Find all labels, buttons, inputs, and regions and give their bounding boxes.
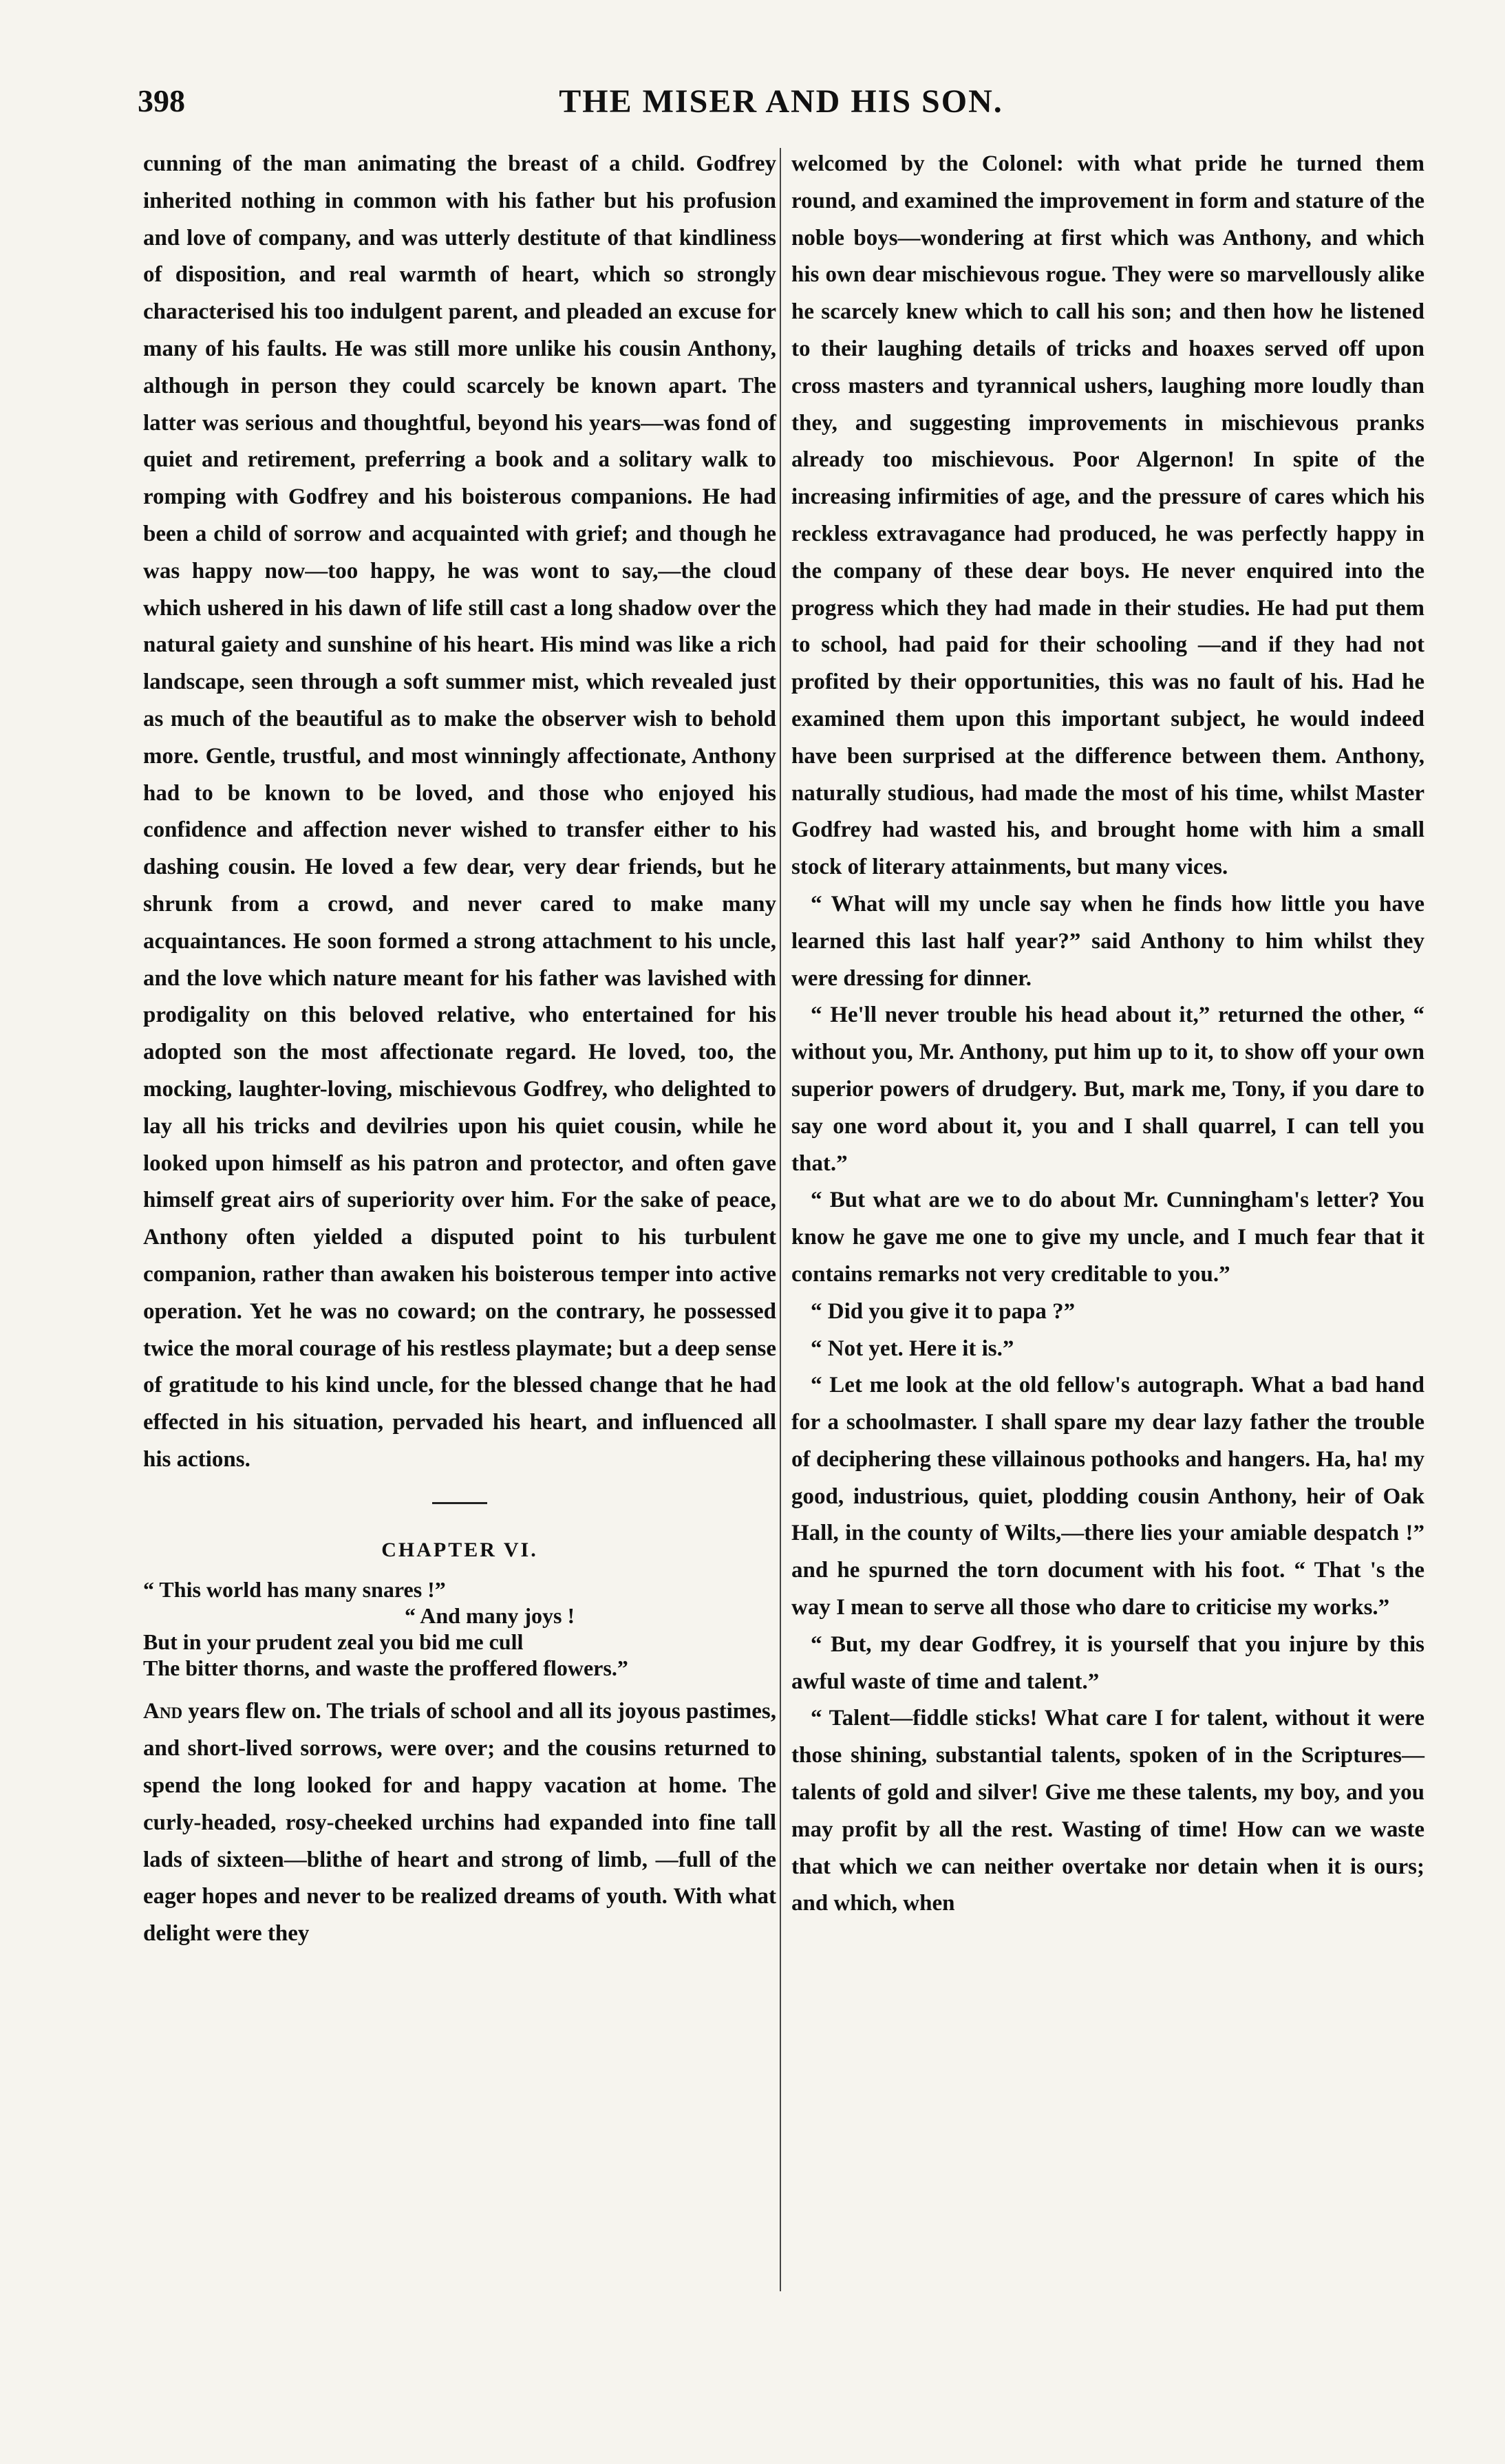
left-paragraph-2 xyxy=(143,1693,776,1953)
epigraph-line-3: But in your prudent zeal you bid me cull xyxy=(143,1629,524,1655)
column-divider xyxy=(780,148,781,2291)
left-column xyxy=(143,146,776,1953)
page-header xyxy=(138,83,1424,124)
right-paragraph-6: “ Not yet. Here it is.” xyxy=(811,1336,1014,1361)
right-paragraph-8: “ But, my dear Godfrey, it is yourself that you injure by this awful waste of time and talent.” xyxy=(791,1631,1424,1694)
page-number: 398 xyxy=(138,83,185,118)
right-paragraph-2: “ What will my uncle say when he finds how little you have learned this last half year?” said Anthony to him whilst they were dressing for dinner. xyxy=(791,891,1424,991)
epigraph-line-4: The bitter thorns, and waste the proffered flowers.” xyxy=(143,1656,628,1681)
section-separator xyxy=(432,1502,487,1504)
right-paragraph-4: “ But what are we to do about Mr. Cunningham's letter? You know he gave me one to give my uncle, and I much fear that it contains remarks not very creditable to you.” xyxy=(791,1188,1424,1287)
chapter-heading: CHAPTER VI. xyxy=(381,1538,538,1561)
right-paragraph-5: “ Did you give it to papa ?” xyxy=(811,1298,1076,1324)
left-paragraph-1: cunning of the man animating the breast of a child. Godfrey inherited nothing in common with his father but his profusion and love of company, and was utterly destitute of that kindliness of disposition, and real warmth of heart, which so strongly characterised his too indulgent parent, and pleaded an excuse for many of his faults. He was still more unlike his cousin Anthony, although in person they could scarcely be known apart. The latter was serious and thoughtful, beyond his years—was fond of quiet and retirement, preferring a book and a solitary walk to romping with Godfrey and his boisterous companions. He had been a child of sorrow and acquainted with grief; and though he was happy now—too happy, he was wont to say,—the cloud which ushered in his dawn of life still cast a long shadow over the natural gaiety and sunshine of his heart. His mind was like a rich landscape, seen through a soft summer mist, which revealed just as much of the beautiful as to make the observer wish to behold more. Gentle, trustful, and most winningly affectionate, Anthony had to be known to be loved, and those who enjoyed his confidence and affection never wished to transfer either to his dashing cousin. He loved a few dear, very dear friends, but he shrunk from a crowd, and never cared to make many acquaintances. He soon formed a strong attachment to his uncle, and the love which nature meant for his father was lavished with prodigality on this beloved relative, who entertained for his adopted son the most affectionate regard. He loved, too, the mocking, laughter-loving, mischievous Godfrey, who delighted to lay all his tricks and devilries upon his quiet cousin, while he looked upon himself as his patron and protector, and often gave himself great airs of superiority over him. For the sake of peace, Anthony often yielded a disputed point to his turbulent companion, rather than awaken his boisterous temper into active operation. Yet he was no coward; on the contrary, he possessed twice the moral courage of his restless playmate; but a deep sense of gratitude to his kind uncle, for the blessed change that he had effected in his situation, pervaded his heart, and influenced all his actions. xyxy=(143,151,776,1472)
drop-word: And xyxy=(143,1699,183,1724)
right-paragraph-1: welcomed by the Colonel: with what pride he turned them round, and examined the improvement in form and stature of the noble boys—wondering at first which was Anthony, and which his own dear mischievous rogue. They were so marvellously alike he scarcely knew which to call his son; and then how he listened to their laughing details of tricks and hoaxes served off upon cross masters and tyrannical ushers, laughing more loudly than they, and suggesting improvements in mischievous pranks already too mischievous. Poor Algernon! In spite of the increasing infirmities of age, and the pressure of cares which his reckless extravagance had produced, he was perfectly happy in the company of these dear boys. He never enquired into the progress which they had made in their studies. He had put them to school, had paid for their schooling —and if they had not profited by their opportunities, this was no fault of his. Had he examined them upon this important subject, he would indeed have been surprised at the difference between them. Anthony, naturally studious, had made the most of his time, whilst Master Godfrey had wasted his, and brought home with him a small stock of literary attainments, but many vices. xyxy=(791,151,1424,880)
right-column xyxy=(791,146,1424,1922)
right-paragraph-7: “ Let me look at the old fellow's autograph. What a bad hand for a schoolmaster. I shall spare my dear lazy father the trouble of deciphering these villainous pothooks and hangers. Ha, ha! my good, industrious, quiet, plodding cousin Anthony, heir of Oak Hall, in the county of Wilts,—there lies your amiable despatch !” and he spurned the torn document with his foot. “ That 's the way I mean to serve all those who dare to criticise my works.” xyxy=(791,1373,1424,1620)
chapter-epigraph xyxy=(143,1576,776,1681)
left-paragraph-2-text: years flew on. The trials of school and all its joyous pastimes, and short-lived sorrows, were over; and the cousins returned to spend the long looked for and happy vacation at home. The curly-headed, rosy-cheeked urchins had expanded into fine tall lads of sixteen—blithe of heart and strong of limb, —full of the eager hopes and never to be realized dreams of youth. With what delight were they xyxy=(143,1699,776,1947)
running-title: THE MISER AND HIS SON. xyxy=(559,83,1003,120)
right-paragraph-3: “ He'll never trouble his head about it,” returned the other, “ without you, Mr. Anthony, put him up to it, to show off your own superior powers of drudgery. But, mark me, Tony, if you dare to say one word about it, you and I shall quarrel, I can tell you that.” xyxy=(791,1003,1424,1176)
right-paragraph-9: “ Talent—fiddle sticks! What care I for talent, without it were those shining, substantial talents, spoken of in the Scriptures—talents of gold and silver! Give me these talents, my boy, and you may profit by all the rest. Wasting of time! How can we waste that which we can neither overtake nor detain when it is ours; and which, when xyxy=(791,1706,1424,1916)
epigraph-line-2: “ And many joys ! xyxy=(405,1603,575,1629)
epigraph-line-1: “ This world has many snares !” xyxy=(143,1577,446,1603)
